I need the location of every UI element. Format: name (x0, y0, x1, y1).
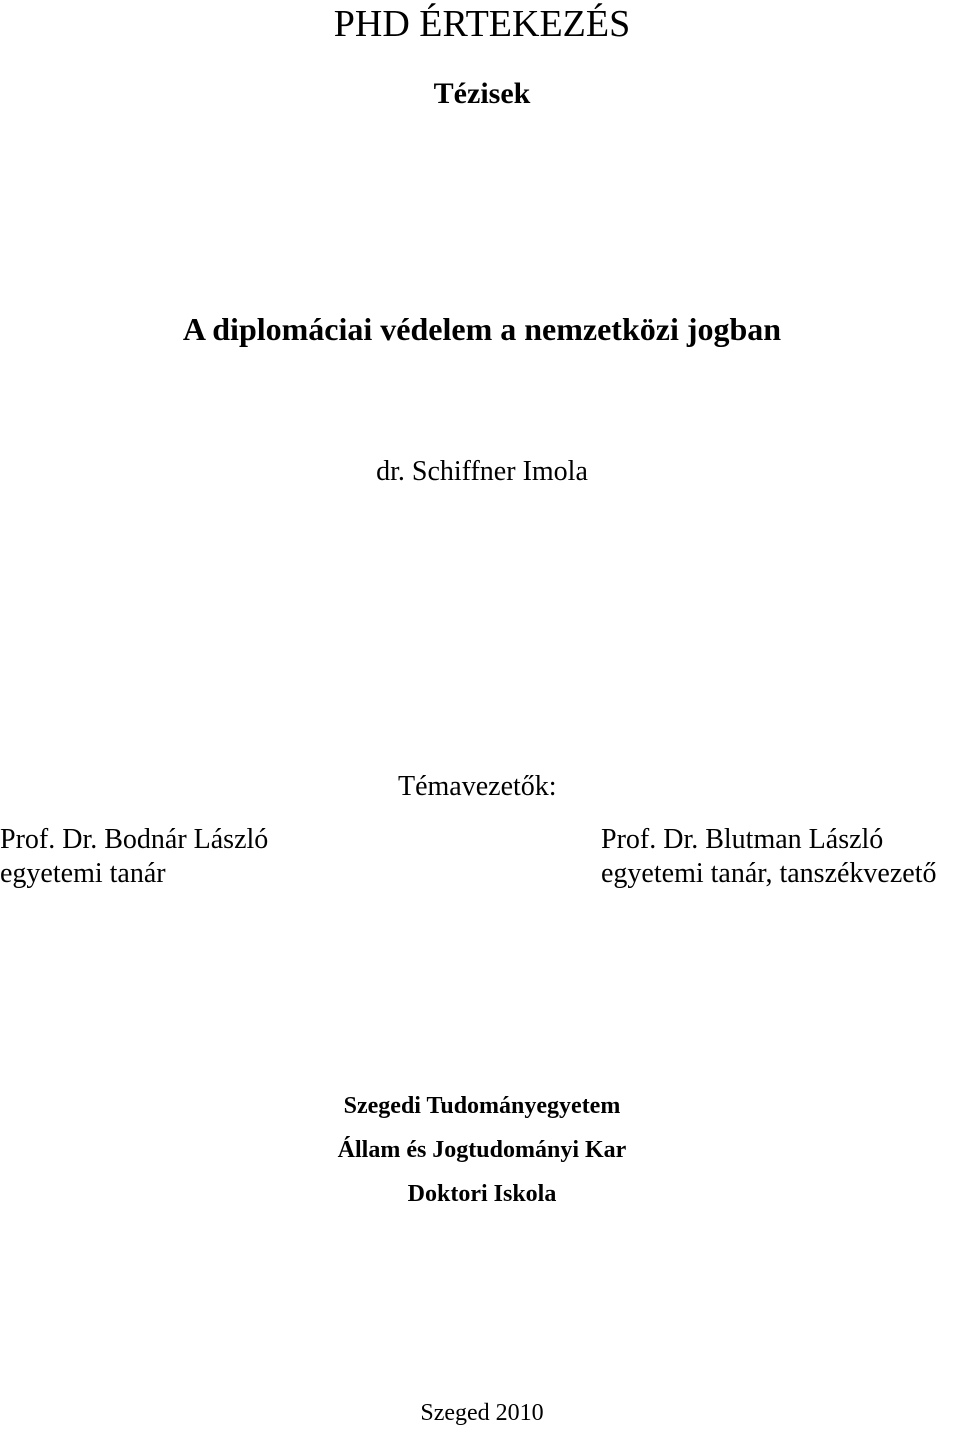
institution-university: Szegedi Tudományegyetem (343, 1093, 621, 1119)
supervisor-left-role: egyetemi tanár (0, 858, 166, 889)
supervisor-right-role: egyetemi tanár, tanszékvezető (601, 858, 937, 889)
document-type: PHD ÉRTEKEZÉS (333, 3, 631, 45)
document-subtitle: Tézisek (433, 77, 531, 110)
supervisor-right-name: Prof. Dr. Blutman László (601, 824, 884, 855)
place-and-year: Szeged 2010 (420, 1400, 544, 1426)
supervisor-left-name: Prof. Dr. Bodnár László (0, 824, 269, 855)
institution-doctoral-school: Doktori Iskola (407, 1181, 557, 1207)
dissertation-title: A diplomáciai védelem a nemzetközi jogban (182, 311, 782, 347)
author-name: dr. Schiffner Imola (376, 456, 588, 487)
institution-faculty: Állam és Jogtudományi Kar (337, 1137, 627, 1163)
supervisors-label: Témavezetők: (398, 771, 557, 802)
